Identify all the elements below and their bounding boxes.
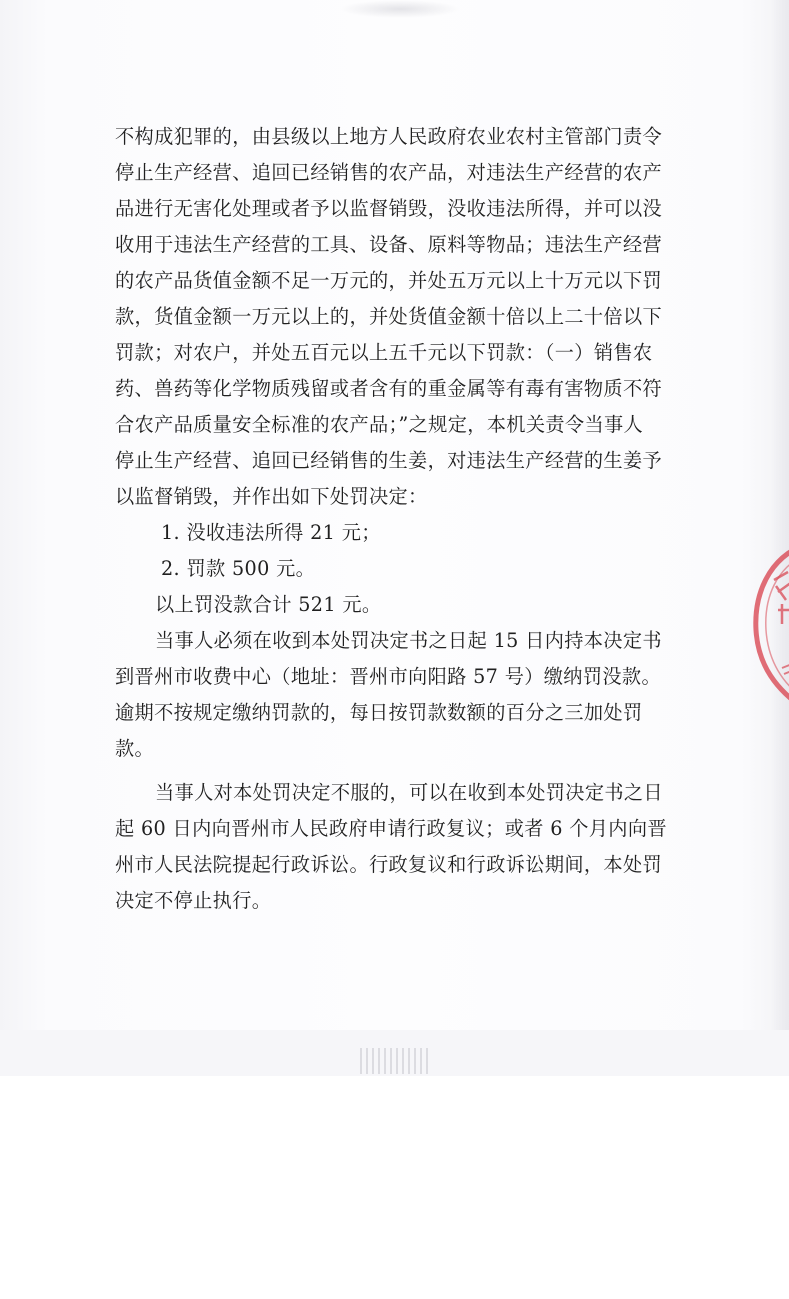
text-line: 起 60 日内向晋州市人民政府申请行政复议；或者 6 个月内向晋 <box>115 817 667 840</box>
text-line: 决定不停止执行。 <box>115 889 272 912</box>
text-line: 当事人对本处罚决定不服的，可以在收到本处罚决定书之日 <box>155 781 663 804</box>
text-line: 到晋州市收费中心（地址：晋州市向阳路 57 号）缴纳罚没款。 <box>115 665 661 688</box>
seal-icon <box>748 540 789 715</box>
page-edge-shadow <box>771 0 789 1076</box>
paragraph-appeal <box>115 775 695 919</box>
penalty-item: 1. 没收违法所得 21 元； <box>161 521 381 544</box>
penalty-item: 2. 罚款 500 元。 <box>161 557 316 580</box>
text-line: 收用于违法生产经营的工具、设备、原料等物品；违法生产经营 <box>115 233 663 256</box>
paragraph-payment <box>115 623 695 767</box>
text-line: 州市人民法院提起行政诉讼。行政复议和行政诉讼期间，本处罚 <box>115 853 663 876</box>
text-line: 品进行无害化处理或者予以监督销毁，没收违法所得，并可以没 <box>115 197 663 220</box>
text-line: 当事人必须在收到本处罚决定书之日起 15 日内持本决定书 <box>155 629 662 652</box>
text-line: 罚款；对农户，并处五百元以上五千元以下罚款：（一）销售农 <box>115 341 653 364</box>
text-line: 不构成犯罪的，由县级以上地方人民政府农业农村主管部门责令 <box>115 125 663 148</box>
scan-top-smudge <box>340 0 460 18</box>
text-line: 逾期不按规定缴纳罚款的，每日按罚款数额的百分之三加处罚 <box>115 701 643 724</box>
paragraph-legal-provision <box>115 119 695 515</box>
scan-bottom-smudge <box>360 1048 430 1074</box>
text-line: 停止生产经营、追回已经销售的生姜，对违法生产经营的生姜予 <box>115 449 663 472</box>
document-body <box>115 119 695 919</box>
text-line: 款，货值金额一万元以上的，并处货值金额十倍以上二十倍以下 <box>115 305 663 328</box>
text-line: 的农产品货值金额不足一万元的，并处五万元以上十万元以下罚 <box>115 269 663 292</box>
text-line: 合农产品质量安全标准的农产品；”之规定，本机关责令当事人 <box>115 413 644 436</box>
penalty-items-list <box>115 515 695 587</box>
text-line: 以监督销毁，并作出如下处罚决定： <box>115 485 428 508</box>
paragraph-gap <box>115 767 695 775</box>
text-line: 停止生产经营、追回已经销售的农产品，对违法生产经营的农产 <box>115 161 663 184</box>
penalty-total: 以上罚没款合计 521 元。 <box>155 593 382 616</box>
text-line: 款。 <box>115 737 155 760</box>
text-line: 药、兽药等化学物质残留或者含有的重金属等有毒有害物质不符 <box>115 377 663 400</box>
